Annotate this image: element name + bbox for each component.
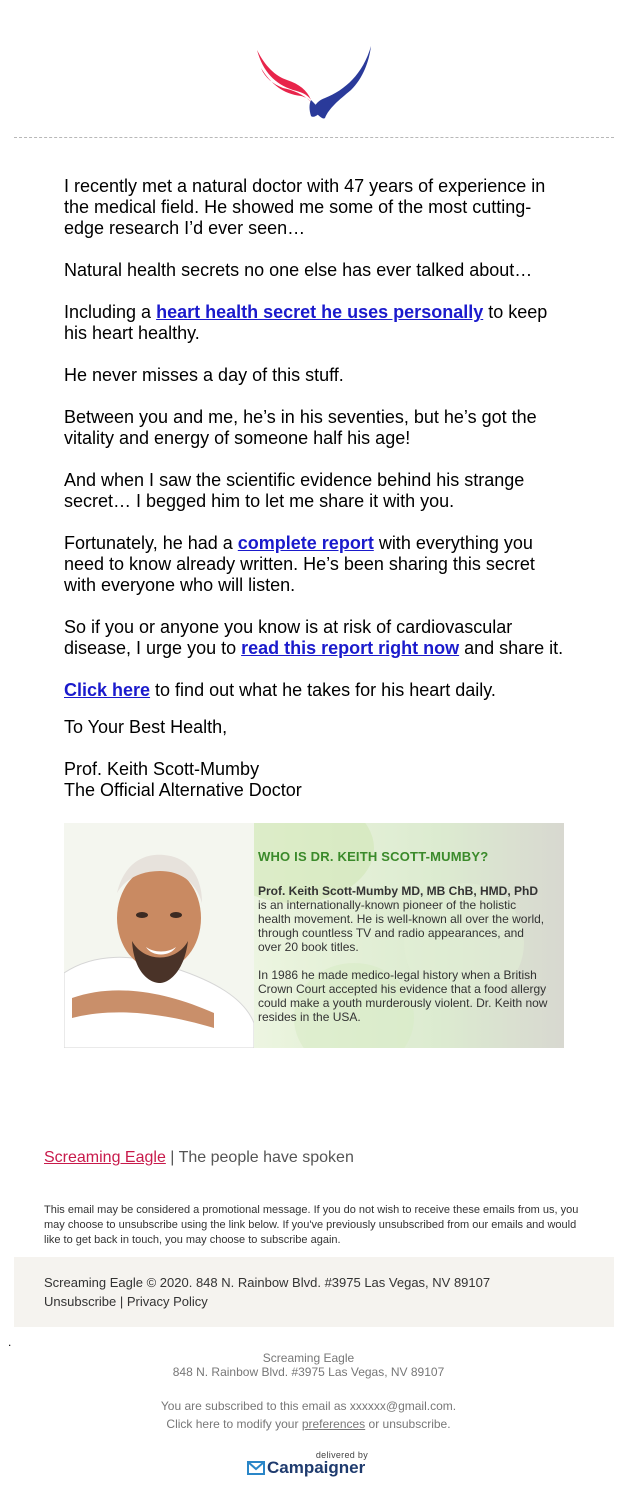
signature-name: Prof. Keith Scott-Mumby [64, 759, 260, 779]
doctor-portrait-icon [64, 823, 254, 1048]
paragraph: He never misses a day of this stuff. [64, 365, 344, 385]
campaigner-address: 848 N. Rainbow Blvd. #3975 Las Vegas, NV 89107 [172, 1365, 445, 1379]
complete-report-link[interactable]: complete report [237, 533, 374, 553]
paragraph: Natural health secrets no one else has ever talked about… [64, 260, 533, 280]
click-here-link[interactable]: Click here [64, 680, 151, 700]
eagle-logo-icon [253, 44, 375, 120]
campaigner-org: Screaming Eagle [262, 1351, 355, 1365]
disclaimer-text: This email may be considered a promotional message. If you do not wish to receive these emails from us, you may choose to unsubscribe using the link below. If you've previously unsubscribed from our emails and would like to get back in touch, you may choose to subscribe again. [44, 1204, 579, 1246]
unsubscribe-link[interactable]: Unsubscribe [44, 1294, 117, 1309]
footer-address: Screaming Eagle © 2020. 848 N. Rainbow Blvd. #3975 Las Vegas, NV 89107 [44, 1275, 491, 1290]
paragraph: Click here to find out what he takes for his heart daily. [64, 680, 496, 700]
bio-heading: WHO IS DR. KEITH SCOTT-MUMBY? [258, 849, 489, 864]
paragraph: Fortunately, he had a complete report with everything you need to know already written. He’s been sharing this secret with everyone who will listen. [64, 533, 535, 595]
paragraph: Including a heart health secret he uses personally to keep his heart healthy. [64, 302, 548, 343]
paragraph: Between you and me, he’s in his seventies, but he’s got the vitality and energy of someone half his age! [64, 407, 537, 448]
campaigner-badge[interactable] [247, 1450, 372, 1478]
campaigner-brand: Campaigner [267, 1458, 366, 1477]
bio-banner-image[interactable] [64, 823, 564, 1048]
signature-title: The Official Alternative Doctor [64, 780, 302, 800]
preferences-link[interactable]: preferences [301, 1417, 366, 1431]
paragraph: I recently met a natural doctor with 47 years of experience in the medical field. He showed me some of the most cutting-edge research I’d ever seen… [64, 176, 546, 238]
footer-brand-line: Screaming Eagle | The people have spoken [44, 1149, 354, 1166]
paragraph: So if you or anyone you know is at risk of cardiovascular disease, I urge you to read this report right now and share it. [64, 617, 564, 658]
delivered-by-label: delivered by [315, 1450, 368, 1460]
footer-links: Unsubscribe | Privacy Policy [44, 1294, 208, 1309]
heart-health-secret-link[interactable]: heart health secret he uses personally [156, 302, 484, 322]
modify-notice: Click here to modify your preferences or unsubscribe. [166, 1417, 451, 1431]
email-body [64, 176, 569, 722]
paragraph: And when I saw the scientific evidence behind his strange secret… I begged him to let me share it with you. [64, 470, 525, 511]
bio-text: Prof. Keith Scott-Mumby MD, MB ChB, HMD, PhD is an internationally-known pioneer of the holistic health movement. He is well-known all over the world, through countless TV and radio appearances, and over 20 book titles. In 1986 he made medico-legal history when a British Crown Court accepted his evidence that a food allergy could make a youth murderously violent. Dr. Keith now resides in the USA. [258, 884, 548, 1024]
privacy-policy-link[interactable]: Privacy Policy [126, 1294, 208, 1309]
read-report-link[interactable]: read this report right now [241, 638, 460, 658]
subscribed-notice: You are subscribed to this email as xxxxxx@gmail.com. [160, 1399, 457, 1413]
sign-off: To Your Best Health, [64, 717, 228, 737]
campaigner-envelope-icon [247, 1461, 265, 1475]
header-divider [14, 137, 614, 138]
footer-address-box [14, 1257, 614, 1327]
stray-dot: . [8, 1335, 12, 1349]
screaming-eagle-link[interactable]: Screaming Eagle [44, 1149, 166, 1166]
